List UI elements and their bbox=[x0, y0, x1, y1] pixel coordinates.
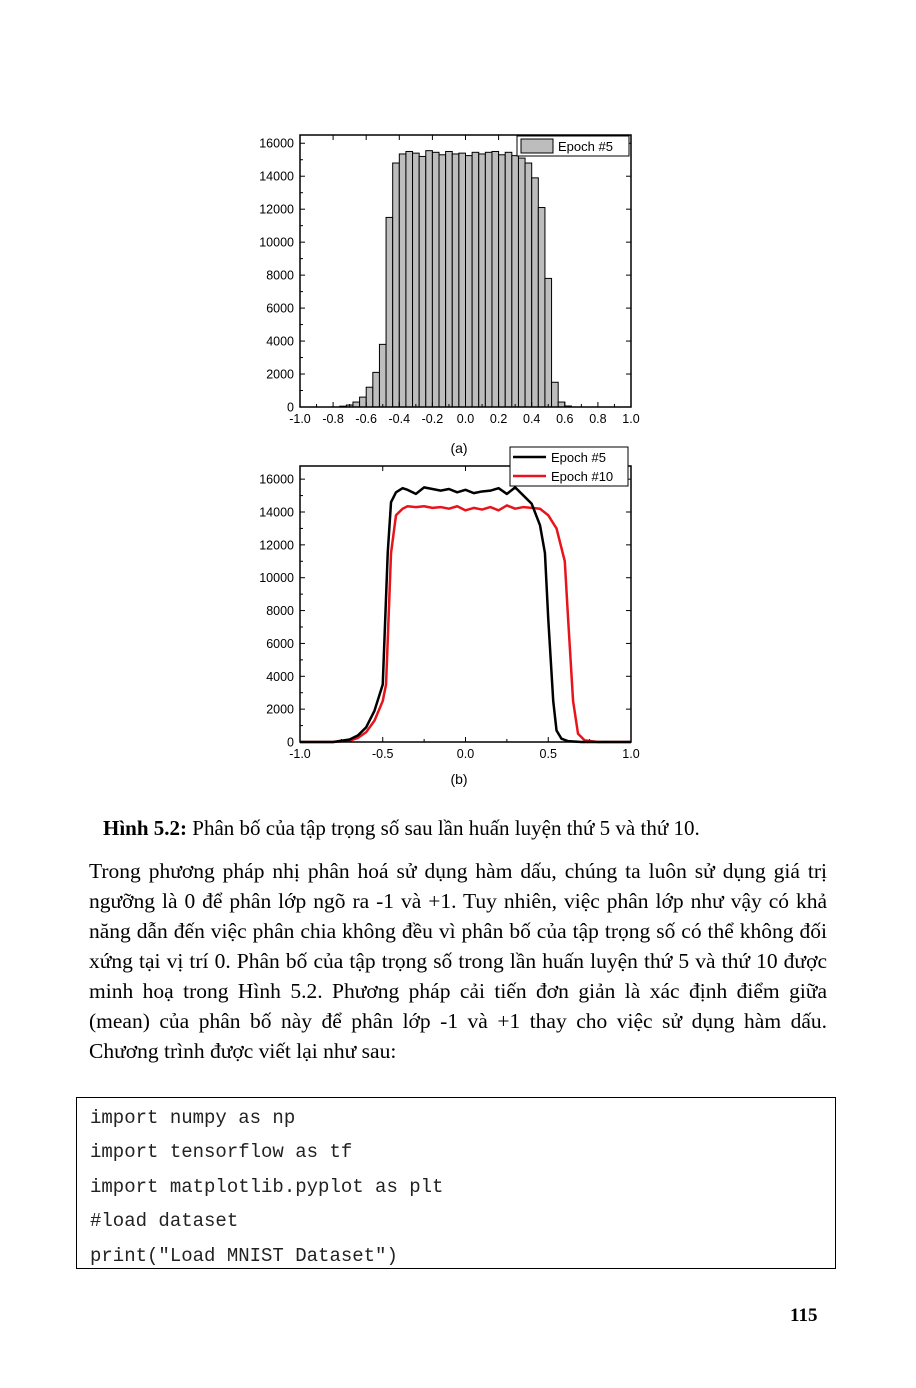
code-line: import tensorflow as tf bbox=[90, 1141, 353, 1163]
histogram-bar bbox=[406, 151, 413, 407]
histogram-bar bbox=[499, 155, 506, 407]
y-tick-label: 16000 bbox=[259, 472, 294, 487]
y-tick-label: 0 bbox=[287, 400, 294, 415]
histogram-bar bbox=[432, 152, 439, 407]
histogram-bar bbox=[413, 153, 420, 407]
y-tick-label: 0 bbox=[287, 735, 294, 750]
y-tick-label: 8000 bbox=[266, 604, 294, 619]
x-tick-label: 0.4 bbox=[523, 412, 541, 426]
legend-swatch-epoch5 bbox=[521, 139, 553, 153]
y-tick-label: 10000 bbox=[259, 235, 294, 250]
x-tick-label: -0.2 bbox=[421, 412, 444, 426]
y-tick-label: 12000 bbox=[259, 202, 294, 217]
histogram-bar bbox=[446, 151, 453, 407]
y-tick-label: 12000 bbox=[259, 538, 294, 553]
code-line: import numpy as np bbox=[90, 1107, 296, 1129]
y-tick-label: 14000 bbox=[259, 505, 294, 520]
histogram-bar bbox=[466, 156, 473, 407]
histogram-bar bbox=[545, 278, 552, 407]
y-tick-label: 4000 bbox=[266, 334, 294, 349]
x-tick-label: -1.0 bbox=[289, 412, 311, 426]
histogram-bar bbox=[459, 153, 466, 407]
x-tick-label: -0.8 bbox=[322, 412, 344, 426]
x-tick-label: 1.0 bbox=[622, 412, 640, 426]
x-tick-label: -0.6 bbox=[355, 412, 377, 426]
panel-a-label: (a) bbox=[450, 440, 468, 456]
histogram-bar bbox=[439, 155, 446, 407]
y-tick-label: 14000 bbox=[259, 169, 294, 184]
histogram-bar bbox=[360, 397, 367, 407]
caption-text: Phân bố của tập trọng số sau lần huấn luyện thứ 5 và thứ 10. bbox=[187, 816, 700, 840]
histogram-bar bbox=[512, 156, 519, 407]
x-tick-label: -0.4 bbox=[388, 412, 411, 426]
histogram-legend bbox=[517, 136, 629, 156]
histogram-bar bbox=[366, 387, 373, 407]
code-block bbox=[76, 1097, 836, 1269]
series-line-epoch5 bbox=[300, 487, 631, 742]
histogram-bar bbox=[452, 154, 459, 407]
panel-b-label: (b) bbox=[450, 771, 468, 787]
code-line: #load dataset bbox=[90, 1210, 239, 1232]
histogram-bar bbox=[538, 208, 545, 407]
legend-label-epoch10: Epoch #10 bbox=[551, 469, 614, 484]
x-tick-label: 0.8 bbox=[589, 412, 607, 426]
x-tick-label: -0.5 bbox=[371, 747, 394, 761]
page-number: 115 bbox=[790, 1305, 818, 1326]
figure-caption bbox=[103, 816, 843, 841]
x-tick-label: 1.0 bbox=[622, 747, 640, 761]
histogram-bar bbox=[492, 151, 499, 407]
x-tick-label: 0.6 bbox=[556, 412, 574, 426]
histogram-bar bbox=[532, 178, 539, 407]
histogram-bar bbox=[373, 372, 380, 407]
figure-svg bbox=[230, 125, 650, 805]
y-tick-label: 2000 bbox=[266, 367, 294, 382]
series-line-epoch10 bbox=[300, 505, 631, 742]
x-tick-label: 0.2 bbox=[489, 412, 508, 426]
histogram-bar bbox=[386, 217, 393, 407]
y-tick-label: 4000 bbox=[266, 669, 294, 684]
histogram-bar bbox=[426, 151, 433, 407]
code-line: import matplotlib.pyplot as plt bbox=[90, 1176, 444, 1198]
x-tick-label: 0.0 bbox=[456, 412, 475, 426]
line-chart-legend bbox=[510, 447, 628, 486]
histogram-bar bbox=[379, 344, 386, 407]
x-tick-label: -1.0 bbox=[289, 747, 311, 761]
histogram-bar bbox=[485, 152, 492, 407]
histogram-bar bbox=[393, 163, 400, 407]
y-tick-label: 16000 bbox=[259, 136, 294, 151]
histogram-bar bbox=[525, 163, 532, 407]
histogram-bar bbox=[479, 154, 486, 407]
y-tick-label: 6000 bbox=[266, 301, 294, 316]
histogram-bar bbox=[552, 382, 559, 407]
line-panel bbox=[259, 447, 639, 787]
histogram-bar bbox=[419, 156, 426, 407]
x-tick-label: 0.0 bbox=[456, 747, 475, 761]
y-tick-label: 10000 bbox=[259, 571, 294, 586]
histogram-bar bbox=[472, 152, 479, 407]
y-tick-label: 6000 bbox=[266, 636, 294, 651]
histogram-bar bbox=[399, 154, 406, 407]
code-line: print("Load MNIST Dataset") bbox=[90, 1245, 398, 1267]
histogram-bar bbox=[518, 158, 525, 407]
y-tick-label: 8000 bbox=[266, 268, 294, 283]
caption-label: Hình 5.2: bbox=[103, 816, 188, 840]
body-paragraph: Trong phương pháp nhị phân hoá sử dụng hàm dấu, chúng ta luôn sử dụng giá trị ngưỡng là 0 để phân lớp ngõ ra -1 và +1. Tuy nhiên, việc phân lớp như vậy có khả năng dẫn đến việc phân chia không đều vì phân bố của tập trọng số có thể không đối xứng tại vị trí 0. Phân bố của tập trọng số trong lần huấn luyện thứ 5 và thứ 10 được minh hoạ trong Hình 5.2. Phương pháp cải tiến đơn giản là xác định điểm giữa (mean) của phân bố này để phân lớp -1 và +1 thay cho việc sử dụng hàm dấu. Chương trình được viết lại như sau: bbox=[89, 859, 827, 1063]
legend-label-epoch5: Epoch #5 bbox=[558, 139, 613, 154]
legend-label-epoch5-line: Epoch #5 bbox=[551, 450, 606, 465]
histogram-panel bbox=[259, 135, 639, 456]
x-tick-label: 0.5 bbox=[539, 747, 557, 761]
y-tick-label: 2000 bbox=[266, 702, 294, 717]
figure-5-2 bbox=[230, 125, 650, 805]
histogram-bar bbox=[505, 152, 512, 407]
line-chart-frame bbox=[300, 466, 631, 742]
